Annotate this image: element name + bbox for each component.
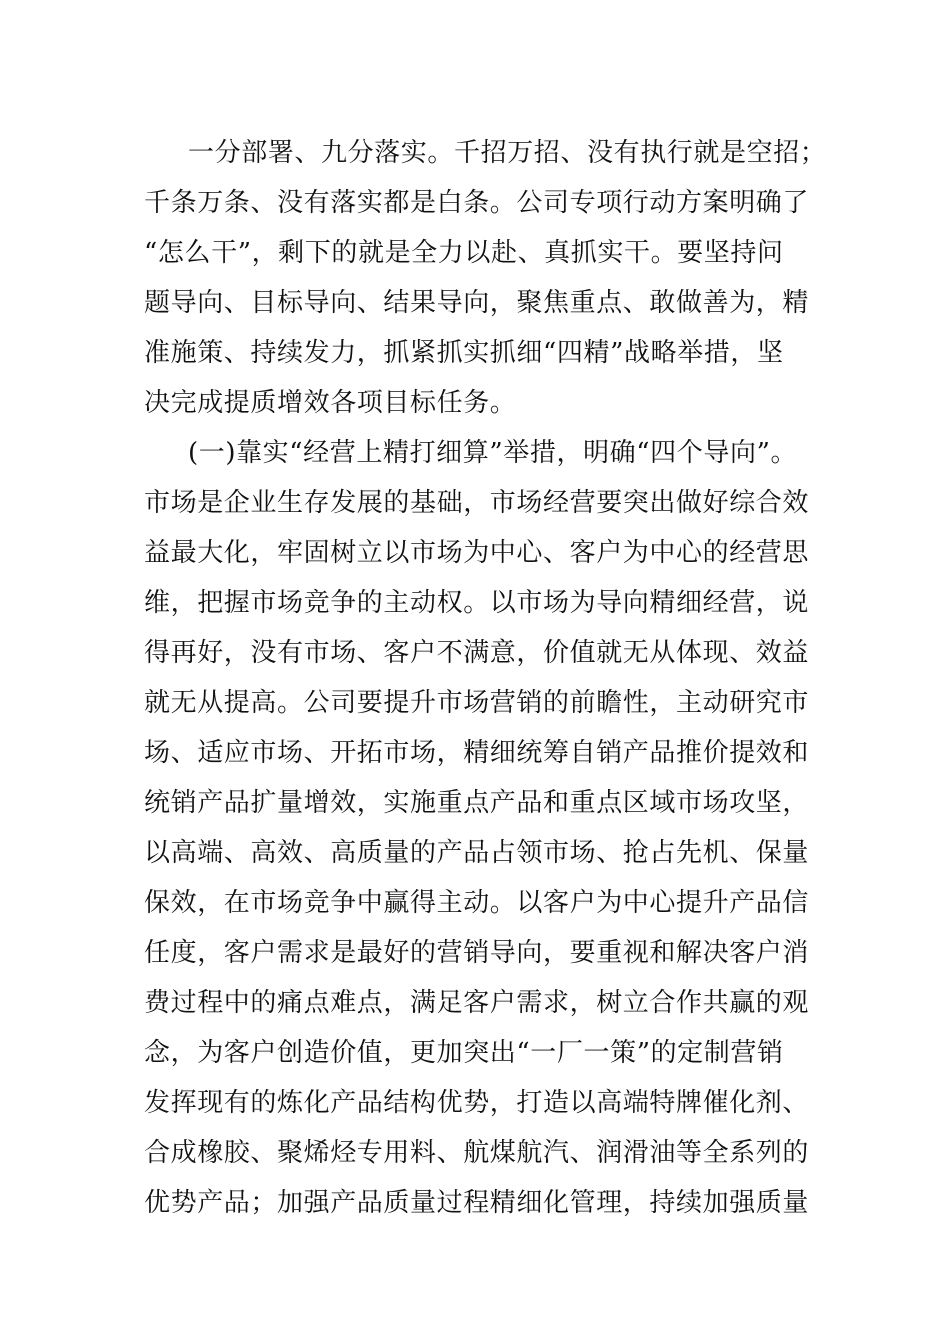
- text-line: “怎么干”，剩下的就是全力以赴、真抓实干。要坚持问: [144, 238, 784, 268]
- text-line: 统销产品扩量增效，实施重点产品和重点区域市场攻坚，: [144, 788, 810, 818]
- text-line: 准施策、持续发力，抓紧抓实抓细“四精”战略举措，坚: [144, 338, 784, 368]
- text-line: 费过程中的痛点难点，满足客户需求，树立合作共赢的观: [144, 988, 810, 1018]
- text-line: 任度，客户需求是最好的营销导向，要重视和解决客户消: [144, 938, 810, 968]
- paragraph-1: [144, 128, 844, 428]
- text-line: 优势产品；加强产品质量过程精细化管理，持续加强质量: [144, 1188, 810, 1218]
- text-line: 题导向、目标导向、结果导向，聚焦重点、敢做善为，精: [144, 288, 810, 318]
- text-line: 保效，在市场竞争中赢得主动。以客户为中心提升产品信: [144, 888, 810, 918]
- text-line: 一分部署、九分落实。千招万招、没有执行就是空招；: [188, 138, 827, 168]
- text-line: 场、适应市场、开拓市场，精细统筹自销产品推价提效和: [144, 738, 810, 768]
- text-line: 以高端、高效、高质量的产品占领市场、抢占先机、保量: [144, 838, 810, 868]
- text-line: 念，为客户创造价值，更加突出“一厂一策”的定制营销: [144, 1038, 784, 1068]
- text-line: 合成橡胶、聚烯烃专用料、航煤航汽、润滑油等全系列的: [144, 1138, 810, 1168]
- text-line: 维，把握市场竞争的主动权。以市场为导向精细经营，说: [144, 588, 810, 618]
- text-line: 千条万条、没有落实都是白条。公司专项行动方案明确了: [144, 188, 810, 218]
- text-line: 益最大化，牢固树立以市场为中心、客户为中心的经营思: [144, 538, 810, 568]
- document-body: [144, 128, 844, 1228]
- text-line: 发挥现有的炼化产品结构优势，打造以高端特牌催化剂、: [144, 1088, 810, 1118]
- text-line: 市场是企业生存发展的基础，市场经营要突出做好综合效: [144, 488, 810, 518]
- text-line: 就无从提高。公司要提升市场营销的前瞻性，主动研究市: [144, 688, 810, 718]
- text-line: 决完成提质增效各项目标任务。: [144, 388, 517, 418]
- section-heading-line: (一)靠实“经营上精打细算”举措，明确“四个导向”。: [188, 438, 798, 468]
- paragraph-2: [144, 428, 844, 1228]
- text-line: 得再好，没有市场、客户不满意，价值就无从体现、效益: [144, 638, 810, 668]
